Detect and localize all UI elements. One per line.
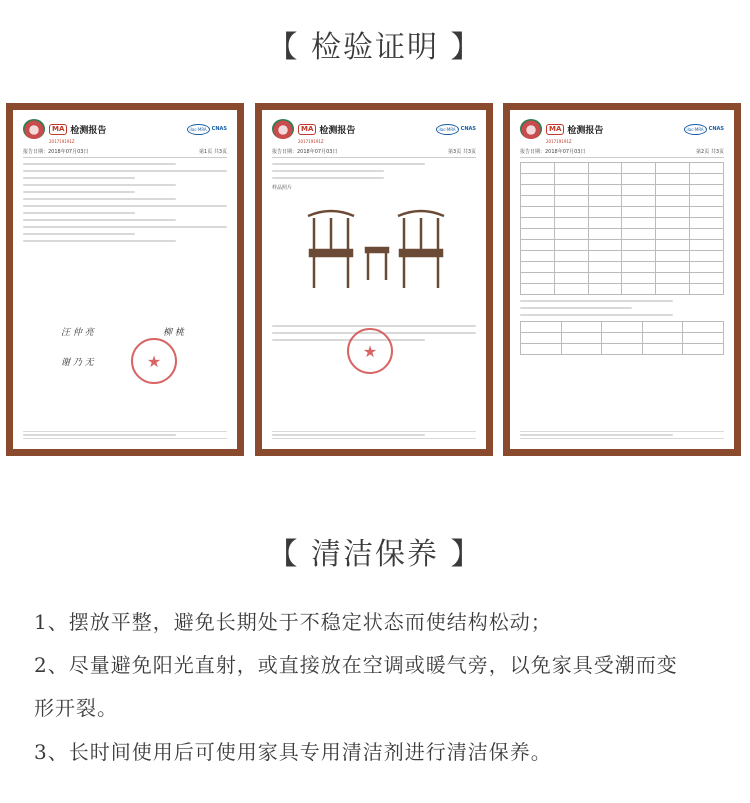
certificate-image-3[interactable] — [503, 103, 741, 456]
official-stamp-icon: ★ — [347, 328, 393, 374]
text-line — [520, 307, 632, 309]
text-line — [23, 431, 227, 433]
text-line — [23, 170, 227, 172]
photo-label: 样品照片 — [272, 185, 293, 191]
care-instruction-1: 1、摆放平整，避免长期处于不稳定状态而使结构松动； — [34, 610, 552, 634]
text-line — [23, 434, 176, 436]
ma-badge: MA — [546, 124, 564, 135]
section-title-cleaning: 【 清洁保养 】 — [267, 537, 483, 572]
text-line — [23, 233, 135, 235]
text-line — [272, 325, 476, 327]
text-line — [272, 177, 384, 179]
text-line — [23, 191, 135, 193]
signature-2: 谢 乃 无 — [61, 358, 94, 368]
ma-badge: MA — [298, 124, 316, 135]
results-table-2 — [520, 321, 724, 355]
cnas-logo: CNAS — [460, 126, 476, 132]
text-line — [520, 434, 673, 436]
text-line — [23, 212, 135, 214]
certificate-number: 201719191Z — [298, 139, 324, 144]
text-line — [272, 431, 476, 433]
text-line — [23, 163, 176, 165]
certificate-image-1[interactable] — [6, 103, 244, 456]
certificate-title: 检测报告 — [319, 125, 356, 136]
official-stamp-icon: ★ — [131, 338, 177, 384]
results-table — [520, 162, 724, 295]
text-line — [23, 219, 176, 221]
text-line — [23, 198, 176, 200]
certificate-page — [262, 110, 486, 449]
ilac-logo: ilac-MRA — [684, 124, 707, 135]
certificate-image-2[interactable] — [255, 103, 493, 456]
report-date: 报告日期：2018年07月03日 — [520, 149, 586, 155]
page-count: 第2页 共3页 — [696, 149, 724, 155]
report-date: 报告日期：2018年07月03日 — [23, 149, 89, 155]
certificate-page — [13, 110, 237, 449]
text-line — [272, 434, 425, 436]
signature-1: 汪 仲 亮 — [61, 328, 94, 338]
text-line — [272, 163, 425, 165]
text-line — [23, 240, 176, 242]
text-line — [23, 184, 176, 186]
cnas-logo: CNAS — [708, 126, 724, 132]
text-line — [520, 438, 724, 440]
text-line — [520, 314, 673, 316]
certificate-footer — [520, 429, 724, 442]
text-line — [272, 170, 384, 172]
certificate-page — [510, 110, 734, 449]
certificate-meta — [23, 148, 227, 158]
text-line — [23, 438, 227, 440]
cma-logo-icon — [520, 119, 542, 139]
care-instruction-2: 2、尽量避免阳光直射，或直接放在空调或暖气旁，以免家具受潮而变 — [34, 653, 678, 677]
care-instruction-3: 3、长时间使用后可使用家具专用清洁剂进行清洁保养。 — [34, 740, 552, 764]
care-instruction-2-continued: 形开裂。 — [34, 696, 118, 720]
text-line — [520, 300, 673, 302]
certificate-meta — [272, 148, 476, 158]
text-line — [23, 205, 227, 207]
report-date: 报告日期：2018年07月03日 — [272, 149, 338, 155]
certificate-footer — [23, 429, 227, 442]
ilac-logo: ilac-MRA — [187, 124, 210, 135]
text-line — [23, 177, 135, 179]
cnas-logo: CNAS — [211, 126, 227, 132]
certificate-footer — [272, 429, 476, 442]
cma-logo-icon — [272, 119, 294, 139]
page-count: 第3页 共3页 — [448, 149, 476, 155]
certificate-number: 201719191Z — [546, 139, 572, 144]
text-line — [520, 431, 724, 433]
text-line — [23, 226, 227, 228]
page-count: 第1页 共3页 — [199, 149, 227, 155]
signature-3: 柳 桃 — [163, 328, 184, 338]
certificate-title: 检测报告 — [70, 125, 107, 136]
ma-badge: MA — [49, 124, 67, 135]
ilac-logo: ilac-MRA — [436, 124, 459, 135]
certificate-meta — [520, 148, 724, 158]
certificate-title: 检测报告 — [567, 125, 604, 136]
text-line — [272, 438, 476, 440]
furniture-photo — [286, 198, 466, 293]
certificate-number: 201719191Z — [49, 139, 75, 144]
section-title-inspection: 【 检验证明 】 — [267, 30, 483, 65]
cma-logo-icon — [23, 119, 45, 139]
